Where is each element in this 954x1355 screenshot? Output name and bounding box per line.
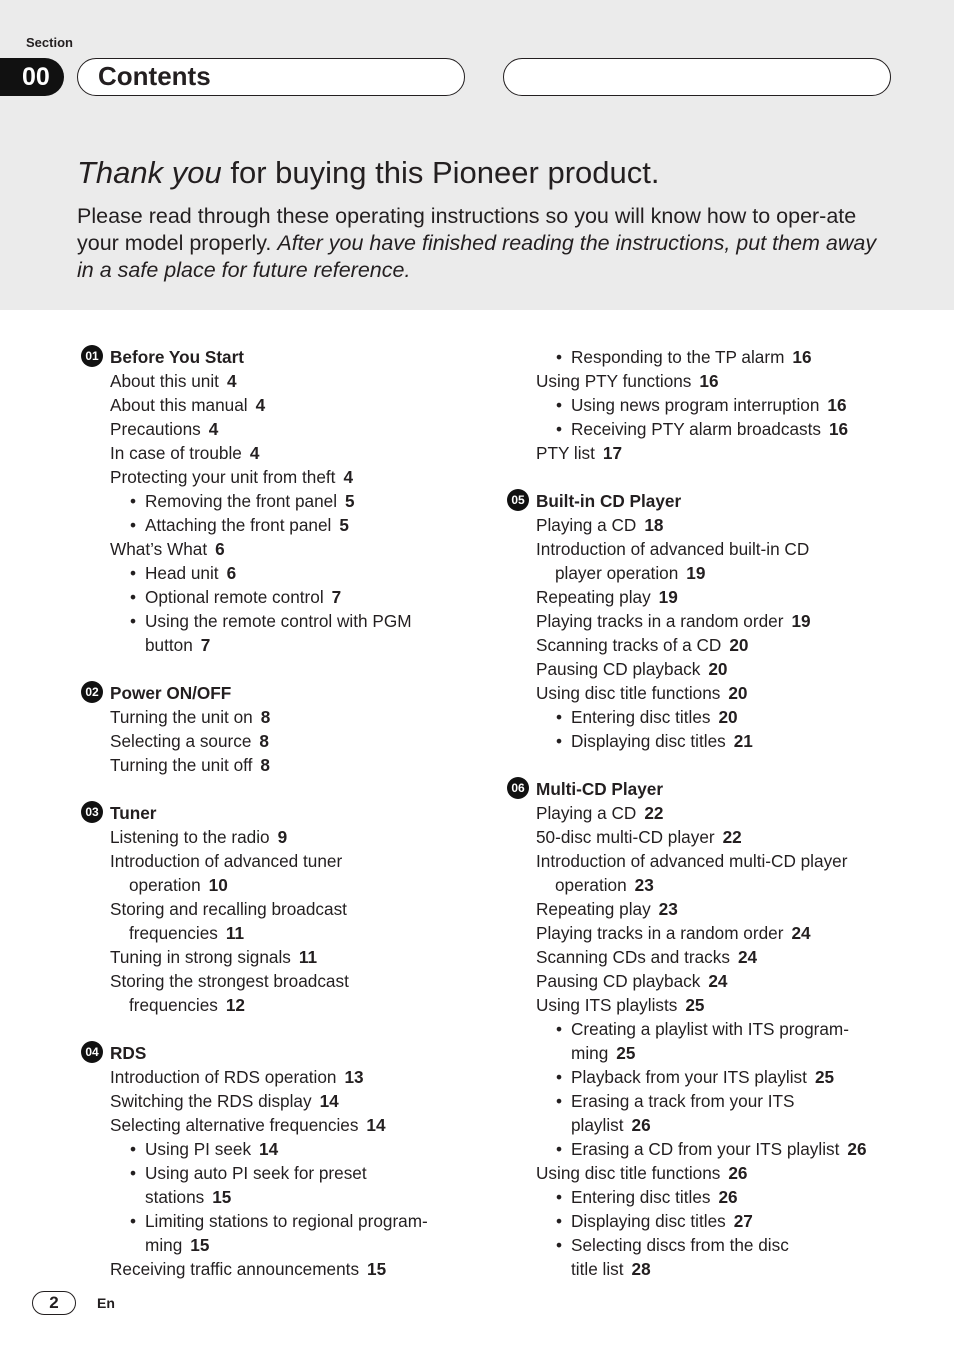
toc-item (507, 441, 927, 465)
toc-spacer (81, 1017, 481, 1041)
toc-heading-text: Multi-CD Player (536, 779, 664, 799)
toc-entry-text: Selecting discs from the disc (571, 1235, 789, 1255)
bullet-icon: • (130, 1139, 137, 1159)
contents-title-pill (77, 58, 465, 96)
bullet-icon: • (556, 707, 563, 727)
section-badge: 01 (81, 345, 103, 367)
toc-subitem (507, 1017, 927, 1041)
toc-page-number: 13 (344, 1067, 364, 1087)
toc-subitem (81, 1209, 481, 1233)
toc-item (81, 825, 481, 849)
toc-page-number: 25 (685, 995, 705, 1015)
toc-item (81, 969, 481, 993)
toc-subitem (507, 705, 927, 729)
intro-paragraph (77, 203, 897, 284)
toc-entry-text: ming (571, 1043, 609, 1063)
toc-page-number: 6 (215, 539, 225, 559)
toc-subitem (81, 561, 481, 585)
bullet-icon: • (556, 1139, 563, 1159)
toc-section-heading (507, 489, 927, 513)
toc-item (81, 537, 481, 561)
toc-item (81, 753, 481, 777)
toc-page-number: 25 (616, 1043, 636, 1063)
toc-page-number: 11 (225, 923, 245, 943)
toc-entry-text: player operation (555, 563, 679, 583)
bullet-icon: • (130, 1211, 137, 1231)
toc-page-number: 6 (226, 563, 237, 583)
bullet-icon: • (556, 1235, 563, 1255)
toc-item (81, 465, 481, 489)
toc-page-number: 24 (791, 923, 811, 943)
toc-page-number: 12 (225, 995, 245, 1015)
toc-page-number: 16 (792, 347, 812, 367)
toc-item (507, 633, 927, 657)
toc-entry-text: Limiting stations to regional program- (145, 1211, 428, 1231)
toc-entry-text: Introduction of advanced tuner (110, 851, 343, 871)
toc-page-number: 24 (708, 971, 728, 991)
toc-page-number: 23 (634, 875, 654, 895)
toc-page-number: 26 (718, 1187, 738, 1207)
toc-spacer (81, 657, 481, 681)
toc-item (81, 897, 481, 921)
toc-page-number: 14 (319, 1091, 339, 1111)
toc-entry-text: Playing tracks in a random order (536, 611, 784, 631)
toc-entry-text: Repeating play (536, 899, 651, 919)
toc-item (507, 681, 927, 705)
toc-item (507, 585, 927, 609)
toc-entry-text: Pausing CD playback (536, 659, 701, 679)
toc-entry-text: stations (145, 1187, 205, 1207)
toc-page-number: 4 (343, 467, 354, 487)
page-title: Contents (98, 61, 211, 91)
bullet-icon: • (556, 1067, 563, 1087)
toc-subitem (81, 1137, 481, 1161)
toc-subitem (507, 1065, 927, 1089)
toc-item (507, 537, 927, 561)
toc-heading-text: RDS (110, 1043, 147, 1063)
toc-page-number: 8 (260, 707, 271, 727)
toc-spacer (507, 753, 927, 777)
language-code: En (97, 1295, 115, 1311)
toc-subitem (81, 1161, 481, 1185)
toc-item (507, 1161, 927, 1185)
toc-item (81, 993, 481, 1017)
section-badge: 02 (81, 681, 103, 703)
bullet-icon: • (556, 419, 563, 439)
toc-entry-text: About this manual (110, 395, 248, 415)
toc-page-number: 20 (729, 635, 749, 655)
toc-entry-text: Using ITS playlists (536, 995, 678, 1015)
toc-item (81, 945, 481, 969)
toc-item (507, 993, 927, 1017)
toc-item (507, 921, 927, 945)
section-badge: 04 (81, 1041, 103, 1063)
bullet-icon: • (556, 1211, 563, 1231)
toc-subitem (81, 489, 481, 513)
toc-entry-text: Turning the unit off (110, 755, 253, 775)
toc-section-heading (81, 801, 481, 825)
toc-page-number: 26 (728, 1163, 748, 1183)
toc-item (507, 801, 927, 825)
toc-page-number: 15 (190, 1235, 210, 1255)
toc-page-number: 22 (644, 803, 664, 823)
toc-page-number: 4 (255, 395, 266, 415)
toc-entry-text: Displaying disc titles (571, 1211, 726, 1231)
intro-plain: Please read through these operating instructions so you will know how to oper-ate your model properly. (77, 204, 857, 255)
page-number: 2 (32, 1291, 76, 1315)
bullet-icon: • (556, 395, 563, 415)
toc-section-heading (81, 681, 481, 705)
thank-you-italic: Thank you (77, 155, 222, 190)
toc-entry-text: Scanning CDs and tracks (536, 947, 730, 967)
toc-subitem (507, 1257, 927, 1281)
toc-entry-text: Turning the unit on (110, 707, 253, 727)
toc-item (507, 873, 927, 897)
toc-entry-text: Introduction of RDS operation (110, 1067, 337, 1087)
toc-item (507, 825, 927, 849)
toc-heading-text: Built-in CD Player (536, 491, 682, 511)
bullet-icon: • (130, 515, 137, 535)
bullet-icon: • (130, 491, 137, 511)
toc-entry-text: Listening to the radio (110, 827, 270, 847)
section-number-tab: 00 (0, 58, 64, 96)
toc-subitem (81, 1185, 481, 1209)
toc-entry-text: Tuning in strong signals (110, 947, 291, 967)
toc-entry-text: Precautions (110, 419, 201, 439)
toc-page-number: 22 (722, 827, 742, 847)
toc-page-number: 17 (602, 443, 623, 463)
toc-entry-text: Using PTY functions (536, 371, 692, 391)
toc-subitem (507, 1041, 927, 1065)
toc-entry-text: playlist (571, 1115, 624, 1135)
bullet-icon: • (556, 1091, 563, 1111)
toc-entry-text: Creating a playlist with ITS program- (571, 1019, 849, 1039)
toc-entry-text: Introduction of advanced built-in CD (536, 539, 810, 559)
toc-entry-text: Using disc title functions (536, 1163, 721, 1183)
toc-page-number: 26 (631, 1115, 651, 1135)
toc-page-number: 16 (827, 395, 847, 415)
toc-page-number: 4 (249, 443, 260, 463)
toc-column-left (81, 345, 481, 1281)
toc-item (81, 441, 481, 465)
toc-page-number: 18 (644, 515, 664, 535)
toc-entry-text: Attaching the front panel (145, 515, 332, 535)
bullet-icon: • (556, 1187, 563, 1207)
toc-entry-text: ming (145, 1235, 183, 1255)
toc-entry-text: About this unit (110, 371, 219, 391)
toc-entry-text: Using auto PI seek for preset (145, 1163, 367, 1183)
toc-item (81, 393, 481, 417)
section-label: Section (26, 35, 73, 50)
toc-entry-text: Optional remote control (145, 587, 324, 607)
toc-entry-text: title list (571, 1259, 624, 1279)
toc-item (81, 921, 481, 945)
toc-entry-text: Playing a CD (536, 803, 637, 823)
section-badge: 05 (507, 489, 529, 511)
toc-entry-text: Using PI seek (145, 1139, 252, 1159)
toc-entry-text: Introduction of advanced multi-CD player (536, 851, 848, 871)
toc-subitem (81, 633, 481, 657)
thank-you-heading (77, 155, 659, 191)
toc-subitem (81, 513, 481, 537)
toc-page-number: 8 (259, 731, 269, 751)
toc-page-number: 19 (791, 611, 811, 631)
toc-spacer (507, 465, 927, 489)
toc-subitem (507, 1113, 927, 1137)
intro-italic: After you have finished reading the instructions, put them away in a safe place for future reference. (77, 231, 877, 282)
toc-item (507, 945, 927, 969)
toc-entry-text: frequencies (129, 995, 218, 1015)
toc-page-number: 5 (339, 515, 349, 535)
toc-entry-text: Playback from your ITS playlist (571, 1067, 807, 1087)
toc-entry-text: Selecting a source (110, 731, 252, 751)
toc-item (507, 561, 927, 585)
toc-entry-text: Erasing a track from your ITS (571, 1091, 795, 1111)
toc-entry-text: Entering disc titles (571, 1187, 711, 1207)
toc-page-number: 5 (345, 491, 355, 511)
toc-subitem (81, 585, 481, 609)
section-badge: 06 (507, 777, 529, 799)
toc-entry-text: What’s What (110, 539, 208, 559)
toc-item (81, 1257, 481, 1281)
toc-item (81, 705, 481, 729)
toc-subitem (507, 393, 927, 417)
toc-entry-text: button (145, 635, 193, 655)
toc-section-heading (507, 777, 927, 801)
toc-item (81, 417, 481, 441)
toc-entry-text: Protecting your unit from theft (110, 467, 336, 487)
toc-page-number: 28 (631, 1259, 651, 1279)
toc-entry-text: Head unit (145, 563, 219, 583)
toc-subitem (507, 417, 927, 441)
toc-entry-text: Using the remote control with PGM (145, 611, 412, 631)
bullet-icon: • (130, 1163, 137, 1183)
toc-item (81, 729, 481, 753)
bullet-icon: • (556, 1019, 563, 1039)
toc-page-number: 25 (814, 1067, 835, 1087)
toc-page-number: 7 (200, 635, 211, 655)
toc-entry-text: Storing the strongest broadcast (110, 971, 349, 991)
toc-entry-text: operation (129, 875, 201, 895)
toc-page-number: 19 (686, 563, 706, 583)
toc-item (81, 1065, 481, 1089)
toc-item (507, 849, 927, 873)
toc-entry-text: Playing tracks in a random order (536, 923, 784, 943)
bullet-icon: • (130, 587, 137, 607)
toc-entry-text: Receiving PTY alarm broadcasts (571, 419, 821, 439)
toc-heading-text: Tuner (110, 803, 157, 823)
toc-page-number: 4 (226, 371, 237, 391)
toc-page-number: 20 (728, 683, 748, 703)
toc-subitem (81, 609, 481, 633)
toc-page-number: 8 (260, 755, 270, 775)
toc-item (507, 369, 927, 393)
toc-page-number: 10 (208, 875, 228, 895)
toc-page-number: 26 (847, 1139, 867, 1159)
toc-item (81, 1089, 481, 1113)
toc-entry-text: Erasing a CD from your ITS playlist (571, 1139, 840, 1159)
toc-entry-text: In case of trouble (110, 443, 242, 463)
toc-page-number: 15 (212, 1187, 232, 1207)
toc-page-number: 20 (708, 659, 728, 679)
toc-subitem (507, 729, 927, 753)
toc-item (507, 897, 927, 921)
toc-subitem (81, 1233, 481, 1257)
toc-entry-text: frequencies (129, 923, 218, 943)
section-badge: 03 (81, 801, 103, 823)
toc-spacer (81, 777, 481, 801)
toc-subitem (507, 345, 927, 369)
toc-item (81, 849, 481, 873)
toc-entry-text: Responding to the TP alarm (571, 347, 785, 367)
toc-heading-text: Power ON/OFF (110, 683, 232, 703)
toc-page-number: 14 (366, 1115, 386, 1135)
toc-item (507, 513, 927, 537)
toc-entry-text: operation (555, 875, 627, 895)
toc-page-number: 14 (259, 1139, 279, 1159)
toc-entry-text: Using news program interruption (571, 395, 820, 415)
toc-entry-text: Scanning tracks of a CD (536, 635, 722, 655)
toc-entry-text: Displaying disc titles (571, 731, 726, 751)
toc-column-right (507, 345, 927, 1281)
toc-subitem (507, 1137, 927, 1161)
toc-entry-text: Switching the RDS display (110, 1091, 312, 1111)
toc-entry-text: Storing and recalling broadcast (110, 899, 347, 919)
toc-entry-text: 50-disc multi-CD player (536, 827, 715, 847)
toc-entry-text: Repeating play (536, 587, 651, 607)
toc-entry-text: Receiving traffic announcements (110, 1259, 360, 1279)
empty-title-pill (503, 58, 891, 96)
toc-page-number: 23 (658, 899, 678, 919)
toc-subitem (507, 1089, 927, 1113)
toc-page-number: 7 (331, 587, 342, 607)
toc-item (81, 873, 481, 897)
toc-page-number: 19 (658, 587, 678, 607)
toc-item (507, 657, 927, 681)
toc-page-number: 24 (737, 947, 758, 967)
toc-section-heading (81, 1041, 481, 1065)
toc-heading-text: Before You Start (110, 347, 245, 367)
toc-subitem (507, 1209, 927, 1233)
toc-page-number: 21 (733, 731, 753, 751)
thank-you-rest: for buying this Pioneer product. (221, 155, 660, 190)
toc-item (507, 609, 927, 633)
toc-section-heading (81, 345, 481, 369)
toc-item (81, 1113, 481, 1137)
toc-page-number: 16 (828, 419, 849, 439)
toc-subitem (507, 1185, 927, 1209)
toc-entry-text: Entering disc titles (571, 707, 711, 727)
toc-entry-text: Removing the front panel (145, 491, 338, 511)
toc-entry-text: Using disc title functions (536, 683, 721, 703)
toc-page-number: 11 (298, 947, 318, 967)
toc-page-number: 15 (367, 1259, 387, 1279)
bullet-icon: • (556, 347, 563, 367)
toc-entry-text: Pausing CD playback (536, 971, 701, 991)
toc-page-number: 16 (699, 371, 719, 391)
toc-entry-text: PTY list (536, 443, 595, 463)
toc-page-number: 27 (733, 1211, 753, 1231)
toc-item (507, 969, 927, 993)
toc-page-number: 9 (277, 827, 288, 847)
bullet-icon: • (130, 563, 137, 583)
toc-page-number: 4 (208, 419, 219, 439)
toc-subitem (507, 1233, 927, 1257)
toc-page-number: 20 (718, 707, 738, 727)
bullet-icon: • (130, 611, 137, 631)
toc-item (81, 369, 481, 393)
toc-entry-text: Playing a CD (536, 515, 637, 535)
bullet-icon: • (556, 731, 563, 751)
toc-entry-text: Selecting alternative frequencies (110, 1115, 359, 1135)
